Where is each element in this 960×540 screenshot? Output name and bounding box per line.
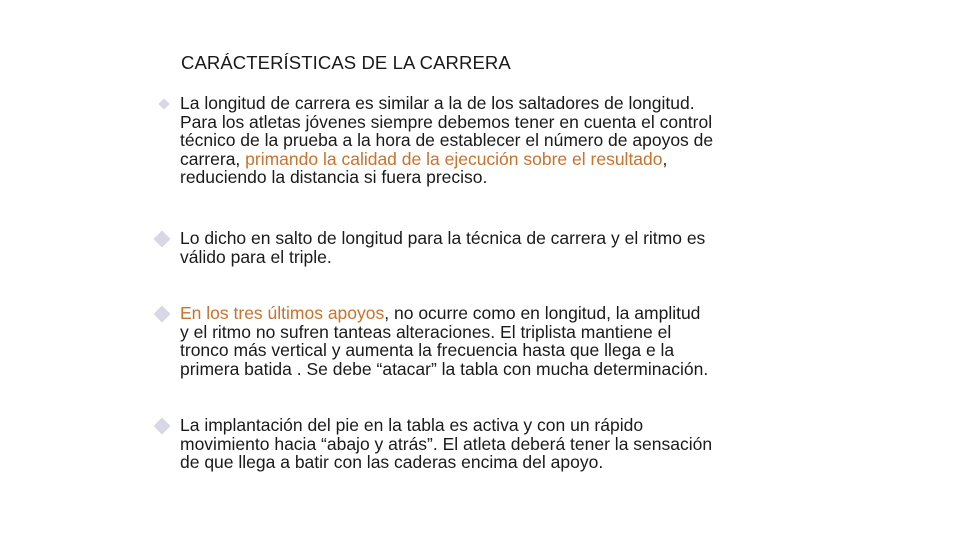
bullet-text: , (662, 148, 668, 169)
bullet-item-foot-placement (180, 416, 812, 472)
bullet-text: carrera, (180, 148, 246, 169)
bullet-text-line: y el ritmo no sufren tanteas alteraciones. El triplista mantiene el (180, 321, 672, 342)
bullet-item-running-length (180, 94, 812, 187)
bullet-text-line (180, 304, 812, 323)
diamond-bullet-icon (154, 418, 171, 435)
bullet-text-line: primera batida . Se debe “atacar” la tabla con mucha determinación. (180, 358, 709, 379)
bullet-item-rhythm (180, 229, 812, 266)
bullet-item-last-steps (180, 304, 812, 378)
bullet-text-line: de que llega a batir con las caderas encima del apoyo. (180, 452, 604, 472)
bullet-text-line: técnico de la prueba a la hora de establecer el número de apoyos de (180, 130, 714, 150)
highlighted-text: primando la calidad de la ejecución sobre el resultado (245, 148, 663, 169)
highlighted-text: En los tres últimos apoyos (180, 303, 385, 323)
bullet-text-line (180, 150, 812, 169)
bullet-text-line: válido para el triple. (180, 246, 332, 267)
slide-title: CARÁCTERÍSTICAS DE LA CARRERA (181, 52, 511, 73)
bullet-text-line: reduciendo la distancia si fuera preciso. (180, 167, 488, 187)
bullet-text-line: Lo dicho en salto de longitud para la técnica de carrera y el ritmo es (180, 228, 706, 248)
diamond-bullet-icon (154, 231, 171, 248)
bullet-text-line: tronco más vertical y aumenta la frecuencia hasta que llega e la (180, 340, 675, 360)
bullet-text-line: La implantación del pie en la tabla es activa y con un rápido (180, 415, 644, 435)
diamond-bullet-icon (158, 98, 169, 109)
bullet-text-line: movimiento hacia “abajo y atrás”. El atleta deberá tener la sensación (180, 433, 713, 454)
diamond-bullet-icon (154, 306, 171, 323)
bullet-text-line: La longitud de carrera es similar a la de los saltadores de longitud. (180, 93, 695, 113)
bullet-text: , no ocurre como en longitud, la amplitud (384, 303, 701, 323)
bullet-text-line: Para los atletas jóvenes siempre debemos tener en cuenta el control (180, 111, 713, 132)
